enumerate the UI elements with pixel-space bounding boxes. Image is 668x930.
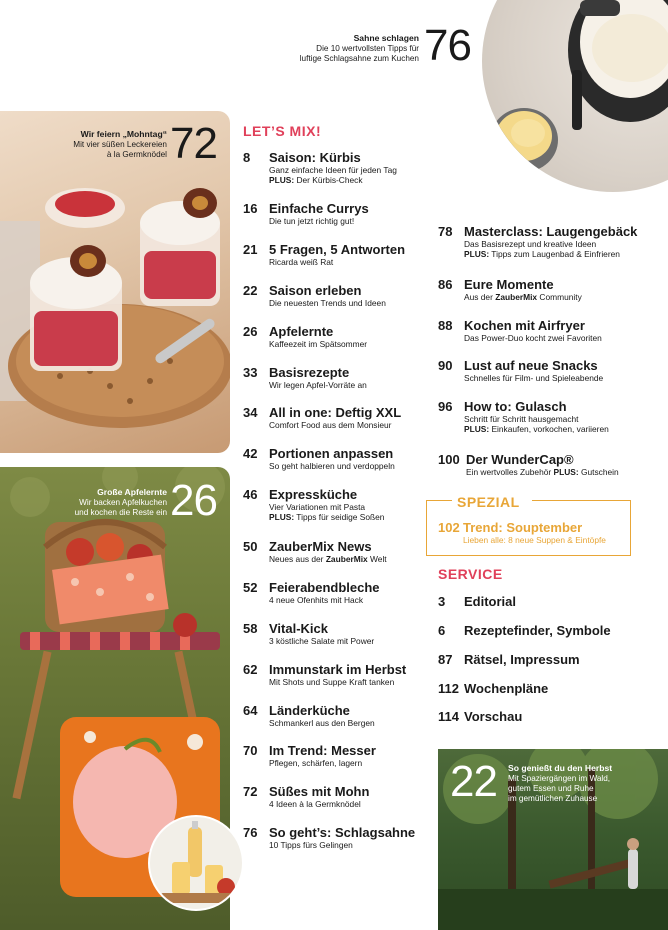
toc-entry-page: 90	[438, 358, 453, 373]
teaser-22[interactable]	[446, 756, 666, 816]
toc-entry-desc	[269, 298, 469, 308]
toc-entry-title: How to: Gulasch	[464, 399, 567, 414]
teaser-22-line2: gutem Essen und Ruhe	[508, 784, 594, 793]
toc-entry[interactable]	[243, 621, 375, 646]
toc-entry-desc-text: Aus der	[464, 292, 496, 302]
toc-entry-page: 78	[438, 224, 453, 239]
toc-entry-desc-text: Schmankerl aus den Bergen	[269, 718, 375, 728]
toc-entry[interactable]	[243, 539, 387, 564]
toc-entry-title: Länderküche	[269, 703, 350, 718]
toc-entry[interactable]	[243, 150, 397, 186]
toc-entry-page: 21	[243, 242, 258, 257]
toc-entry-desc-text: Neues aus der	[269, 554, 326, 564]
toc-entry-desc-text: So geht halbieren und verdoppeln	[269, 461, 395, 471]
toc-entry-title: ZauberMix News	[269, 539, 372, 554]
toc-entry-desc	[464, 333, 664, 343]
teaser-72[interactable]	[30, 120, 225, 170]
toc-entry-page: 26	[243, 324, 258, 339]
toc-entry-desc-text: Die tun jetzt richtig gut!	[269, 216, 355, 226]
teaser-26-line1: Wir backen Apfelkuchen	[79, 498, 167, 507]
toc-entry-title: Im Trend: Messer	[269, 743, 376, 758]
service-entry-title: Rezeptefinder, Symbole	[464, 623, 611, 638]
toc-entry-plus-label: PLUS:	[269, 512, 295, 523]
toc-entry-page: 22	[243, 283, 258, 298]
toc-entry-desc: Lieben alle: 8 neue Suppen & Eintöpfe	[463, 535, 606, 545]
service-entry-title: Wochenpläne	[464, 681, 549, 696]
toc-entry-page: 33	[243, 365, 258, 380]
toc-entry-page: 72	[243, 784, 258, 799]
juice-photo	[148, 815, 244, 911]
toc-entry[interactable]	[438, 318, 602, 343]
toc-entry-desc-text: Das Basisrezept und kreative Ideen	[464, 239, 597, 249]
toc-entry-body	[464, 358, 664, 383]
toc-entry[interactable]	[243, 242, 406, 267]
teaser-76-title: Sahne schlagen	[353, 33, 419, 43]
teaser-72-line2: à la Germknödel	[106, 150, 167, 159]
service-entry-page: 3	[438, 594, 446, 609]
toc-entry[interactable]	[438, 452, 619, 477]
toc-entry[interactable]	[243, 324, 368, 349]
toc-entry-desc-text: Ein wertvolles Zubehör	[466, 467, 554, 477]
toc-entry-page: 62	[243, 662, 258, 677]
toc-entry-desc-text: Die neuesten Trends und Ideen	[269, 298, 386, 308]
toc-entry-body	[269, 201, 469, 226]
toc-entry-page: 88	[438, 318, 453, 333]
toc-entry[interactable]	[438, 224, 638, 260]
toc-entry[interactable]	[243, 743, 376, 768]
toc-entry-title: Einfache Currys	[269, 201, 369, 216]
toc-entry-desc	[464, 414, 664, 424]
toc-entry-plus-label: PLUS:	[464, 424, 490, 435]
toc-entry-title: So geht’s: Schlagsahne	[269, 825, 416, 840]
toc-entry[interactable]	[243, 201, 369, 226]
toc-entry-page: 46	[243, 487, 258, 502]
toc-entry-title: Basisrezepte	[269, 365, 350, 380]
toc-entry-body	[464, 277, 664, 302]
toc-entry[interactable]	[243, 365, 367, 390]
service-entry-title: Editorial	[464, 594, 517, 609]
teaser-72-number: 72	[170, 119, 217, 168]
toc-entry-desc-text: Ganz einfache Ideen für jeden Tag	[269, 165, 397, 175]
toc-entry[interactable]	[243, 446, 395, 471]
toc-entry-page: 100	[438, 452, 460, 467]
toc-entry-page: 96	[438, 399, 453, 414]
section-service: SERVICE	[438, 566, 503, 582]
toc-entry-desc-brand: ZauberMix	[325, 554, 368, 564]
service-entry-page: 112	[438, 681, 459, 696]
section-spezial: SPEZIAL	[457, 494, 520, 510]
toc-entry-title: Portionen anpassen	[269, 446, 394, 461]
toc-entry-body	[269, 150, 469, 185]
toc-entry-plus-label: PLUS:	[464, 249, 490, 260]
toc-entry-page: 76	[243, 825, 258, 840]
toc-entry-page: 70	[243, 743, 258, 758]
toc-entry[interactable]	[243, 487, 385, 523]
toc-entry-title: Kochen mit Airfryer	[464, 318, 585, 333]
toc-entry[interactable]	[243, 825, 416, 850]
toc-entry-desc-text: Wir legen Apfel-Vorräte an	[269, 380, 367, 390]
toc-entry-body	[464, 224, 664, 259]
toc-entry-title: Vital-Kick	[269, 621, 329, 636]
toc-entry-plus-label: PLUS:	[553, 467, 579, 477]
toc-entry-body	[464, 318, 664, 343]
teaser-76[interactable]	[260, 22, 475, 72]
toc-entry-desc-text: Vier Variationen mit Pasta	[269, 502, 366, 512]
toc-entry-title: Süßes mit Mohn	[269, 784, 370, 799]
toc-entry-page: 64	[243, 703, 258, 718]
toc-entry-title: Saison erleben	[269, 283, 362, 298]
toc-entry-desc-text: Pflegen, schärfen, lagern	[269, 758, 363, 768]
toc-entry-title: Masterclass: Laugengebäck	[464, 224, 638, 239]
section-lets-mix: LET’S MIX!	[243, 123, 322, 139]
toc-entry-page: 102	[438, 520, 460, 535]
toc-entry-desc	[269, 420, 469, 430]
toc-entry-desc-tail: Community	[537, 292, 582, 302]
toc-entry-plus-label: PLUS:	[269, 175, 295, 186]
toc-entry-page: 42	[243, 446, 258, 461]
toc-entry-title: Immunstark im Herbst	[269, 662, 407, 677]
toc-entry-desc	[269, 257, 469, 267]
teaser-26[interactable]	[20, 477, 225, 527]
toc-entry[interactable]	[243, 784, 370, 809]
toc-entry-desc-text: 4 neue Ofenhits mit Hack	[269, 595, 364, 605]
teaser-26-title: Große Apfelernte	[97, 487, 167, 497]
toc-entry-title: Trend: Souptember	[463, 520, 583, 535]
toc-entry-title: 5 Fragen, 5 Antworten	[269, 242, 406, 257]
toc-entry-desc	[466, 467, 666, 477]
toc-entry[interactable]	[243, 703, 375, 728]
teaser-22-title: So genießt du den Herbst	[508, 763, 613, 773]
toc-entry[interactable]	[243, 662, 407, 687]
toc-entry-desc	[464, 239, 664, 249]
toc-entry-desc-text: Mit Shots und Suppe Kraft tanken	[269, 677, 395, 687]
teaser-22-line3: im gemütlichen Zuhause	[508, 794, 598, 803]
toc-entry-desc	[464, 373, 664, 383]
toc-entry-desc-text: Schnelles für Film- und Spieleabende	[464, 373, 604, 383]
toc-entry[interactable]	[243, 580, 380, 605]
toc-entry-spezial[interactable]	[438, 520, 606, 545]
toc-entry-desc-text: 3 köstliche Salate mit Power	[269, 636, 375, 646]
toc-entry-body	[464, 399, 664, 434]
toc-entry[interactable]	[243, 283, 386, 308]
toc-entry-title: Feierabendbleche	[269, 580, 380, 595]
teaser-76-line2: luftige Schlagsahne zum Kuchen	[299, 54, 419, 63]
toc-entry-desc-plus	[464, 424, 664, 434]
teaser-26-number: 26	[170, 476, 217, 525]
toc-entry[interactable]	[438, 277, 582, 302]
toc-entry-plus-text: Gutschein	[578, 467, 619, 477]
toc-entry-desc-text: Ricarda weiß Rat	[269, 257, 334, 267]
toc-entry-plus-text: Tipps zum Laugenbad & Einfrieren	[489, 249, 620, 260]
toc-entry-desc-plus	[269, 175, 469, 185]
toc-entry-desc-brand: ZauberMix	[495, 292, 538, 302]
teaser-22-line1: Mit Spaziergängen im Wald,	[508, 774, 611, 783]
service-entry-title: Vorschau	[464, 709, 523, 724]
toc-entry-plus-text: Tipps für seidige Soßen	[294, 512, 385, 523]
teaser-72-line1: Mit vier süßen Leckereien	[73, 140, 167, 149]
toc-entry-desc-plus	[464, 249, 664, 259]
toc-entry-page: 16	[243, 201, 258, 216]
toc-entry-page: 86	[438, 277, 453, 292]
toc-entry[interactable]	[438, 358, 604, 383]
toc-entry-page: 34	[243, 405, 258, 420]
toc-entry[interactable]	[243, 405, 402, 430]
toc-entry-desc-text: Das Power-Duo kocht zwei Favoriten	[464, 333, 602, 343]
teaser-76-number: 76	[424, 21, 471, 70]
blender-photo	[482, 0, 668, 192]
toc-entry-plus-text: Der Kürbis-Check	[294, 175, 363, 186]
toc-entry-body	[466, 452, 666, 477]
toc-entry-desc-text: Schritt für Schritt hausgemacht	[464, 414, 579, 424]
toc-entry[interactable]	[438, 399, 609, 435]
toc-entry-page: 50	[243, 539, 258, 554]
toc-entry-page: 8	[243, 150, 251, 165]
toc-entry-page: 52	[243, 580, 258, 595]
toc-entry-desc-text: Kaffeezeit im Spätsommer	[269, 339, 368, 349]
toc-entry-body	[269, 242, 469, 267]
toc-entry-title: Lust auf neue Snacks	[464, 358, 598, 373]
toc-entry-title: Saison: Kürbis	[269, 150, 361, 165]
toc-entry-title: Apfelernte	[269, 324, 334, 339]
service-entry-page: 87	[438, 652, 453, 667]
service-entry-page: 114	[438, 709, 459, 724]
service-entry-title: Rätsel, Impressum	[464, 652, 580, 667]
service-entry-page: 6	[438, 623, 446, 638]
teaser-72-title: Wir feiern „Mohntag“	[80, 129, 167, 139]
toc-entry-desc	[269, 380, 469, 390]
toc-entry-desc-tail: Welt	[367, 554, 387, 564]
toc-entry-title: All in one: Deftig XXL	[269, 405, 402, 420]
teaser-26-line2: und kochen die Reste ein	[74, 508, 167, 517]
toc-entry-desc	[269, 165, 469, 175]
toc-entry-title: Eure Momente	[464, 277, 554, 292]
toc-entry-desc	[464, 292, 664, 302]
toc-entry-page: 58	[243, 621, 258, 636]
toc-entry-desc	[269, 339, 469, 349]
toc-entry-title: Der WunderCap®	[466, 452, 574, 467]
toc-entry-plus-text: Einkaufen, vorkochen, variieren	[489, 424, 609, 435]
toc-entry-desc-text: 10 Tipps fürs Gelingen	[269, 840, 353, 850]
teaser-76-line1: Die 10 wertvollsten Tipps für	[316, 44, 419, 53]
toc-entry-title: Expressküche	[269, 487, 358, 502]
toc-entry-desc-text: Comfort Food aus dem Monsieur	[269, 420, 392, 430]
teaser-22-number: 22	[450, 757, 497, 806]
toc-entry-desc-text: 4 Ideen à la Germknödel	[269, 799, 361, 809]
